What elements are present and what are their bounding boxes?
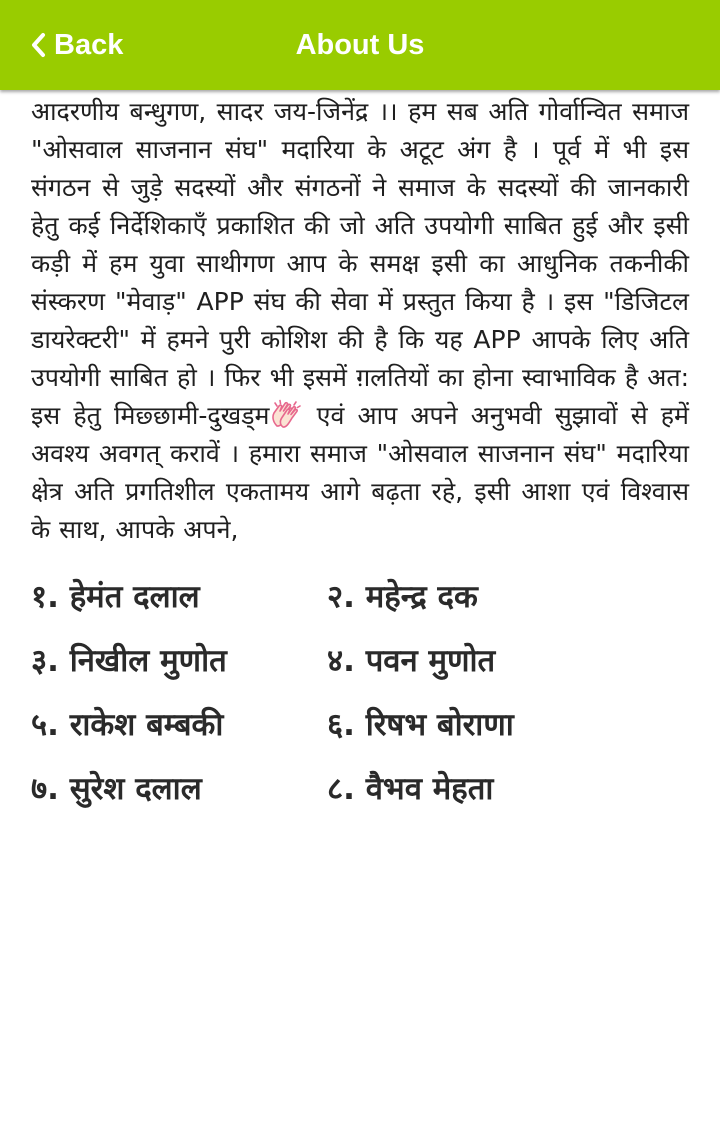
clapping-hands-icon xyxy=(269,399,303,429)
page-title: About Us xyxy=(295,29,425,61)
about-content xyxy=(31,93,689,810)
about-paragraph xyxy=(31,93,689,549)
action-bar xyxy=(0,0,720,90)
back-label: Back xyxy=(54,28,124,61)
members-list xyxy=(31,577,689,810)
member-item: ४. पवन मुणोत xyxy=(327,643,496,679)
member-item: ५. राकेश बम्बकी xyxy=(31,707,224,743)
member-item: १. हेमंत दलाल xyxy=(31,579,200,615)
back-button[interactable] xyxy=(30,22,123,68)
about-text-part-2: एवं आप अपने अनुभवी सुझावों से हमें अवश्य अवगत् करावें । हमारा समाज "ओसवाल साजनान संघ" मदारिया क्षेत्र अति प्रगतिशील एकतामय आगे बढ़ता रहे, इसी आशा एवं विश्वास के साथ, आपके अपने, xyxy=(31,401,689,544)
member-item: २. महेन्द्र दक xyxy=(327,579,478,615)
member-item: ६. रिषभ बोराणा xyxy=(327,707,514,743)
member-item: ७. सुरेश दलाल xyxy=(31,771,202,807)
member-item: ३. निखील मुणोत xyxy=(31,643,227,679)
chevron-left-icon xyxy=(30,32,46,58)
member-item: ८. वैभव मेहता xyxy=(327,771,494,807)
about-text-part-1: आदरणीय बन्धुगण, सादर जय-जिनेंद्र ।। हम सब अति गोर्वान्वित समाज "ओसवाल साजनान संघ" मदारिया के अटूट अंग है । पूर्व में भी इस संगठन से जुड़े सदस्यों और संगठनों ने समाज के सदस्यों की जानकारी हेतु कई निर्देशिकाएँ प्रकाशित की जो अति उपयोगी साबित हुई और इसी कड़ी में हम युवा साथीगण आप के समक्ष इसी का आधुनिक तकनीकी संस्करण "मेवाड़" APP संघ की सेवा में प्रस्तुत किया है । इस "डिजिटल डायरेक्टरी" में हमने पुरी कोशिश की है कि यह APP आपके लिए अति उपयोगी साबित हो । फिर भी इसमें ग़लतियों का होना स्वाभाविक है अत: इस हेतु मिछ्छामी-दुखड्म xyxy=(31,97,689,430)
